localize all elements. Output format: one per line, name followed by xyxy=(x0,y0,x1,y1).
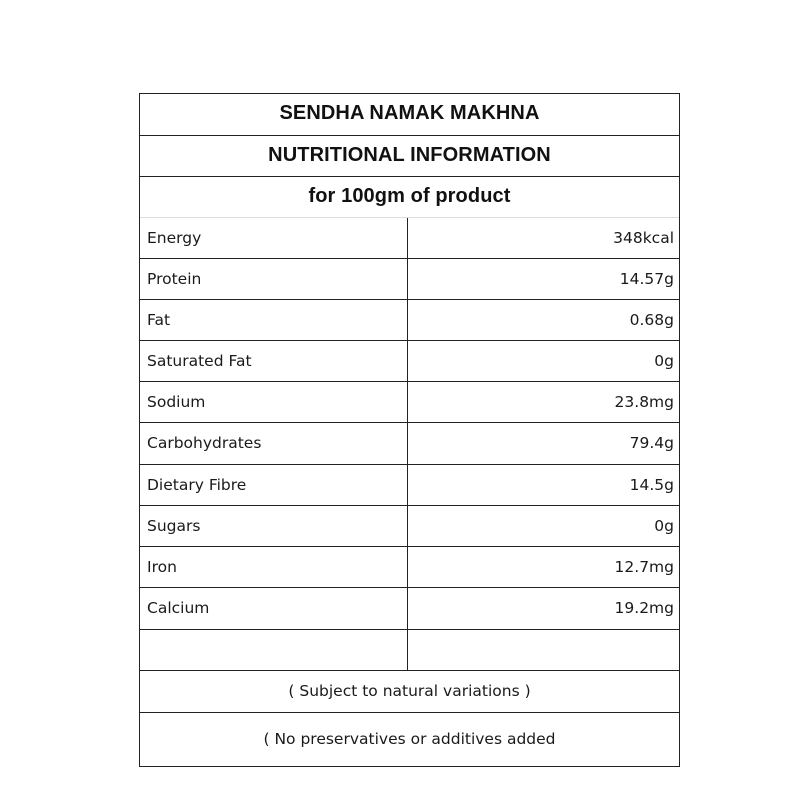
nutrient-name-cell xyxy=(140,218,408,258)
nutrient-name: Calcium xyxy=(147,599,210,617)
nutrient-name-cell xyxy=(140,382,408,422)
nutrient-value-cell xyxy=(408,300,679,340)
preservatives-note-row xyxy=(140,713,679,766)
nutrient-row xyxy=(140,506,679,547)
nutrient-name-cell xyxy=(140,588,408,629)
nutrient-row xyxy=(140,588,679,630)
nutrient-row xyxy=(140,259,679,300)
nutrient-row xyxy=(140,382,679,423)
nutrient-value-cell xyxy=(408,341,679,381)
nutrient-row xyxy=(140,300,679,341)
section-title-row xyxy=(140,136,679,177)
empty-name-cell xyxy=(140,630,408,670)
nutrient-name: Energy xyxy=(147,229,202,247)
nutrition-table xyxy=(139,93,680,767)
nutrient-value-cell xyxy=(408,547,679,587)
nutrient-value-cell xyxy=(408,382,679,422)
nutrient-value-cell xyxy=(408,218,679,258)
nutrient-value-cell xyxy=(408,423,679,464)
nutrient-name-cell xyxy=(140,423,408,464)
nutrient-value-cell xyxy=(408,588,679,629)
serving-basis: for 100gm of product xyxy=(308,185,511,207)
nutrient-value: 12.7mg xyxy=(614,558,674,576)
variation-note: ( Subject to natural variations ) xyxy=(288,682,531,700)
nutrient-name: Iron xyxy=(147,558,177,576)
product-name-row xyxy=(140,94,679,136)
nutrient-name-cell xyxy=(140,506,408,546)
nutrient-row xyxy=(140,341,679,382)
nutrient-name-cell xyxy=(140,259,408,299)
preservatives-note: ( No preservatives or additives added xyxy=(263,730,556,748)
nutrient-value-cell xyxy=(408,465,679,505)
nutrient-row xyxy=(140,547,679,588)
nutrient-name: Saturated Fat xyxy=(147,352,252,370)
nutrient-row xyxy=(140,218,679,259)
nutrient-value: 19.2mg xyxy=(614,599,674,617)
nutrient-name-cell xyxy=(140,300,408,340)
nutrient-value: 0g xyxy=(654,352,674,370)
nutrient-value: 0g xyxy=(654,517,674,535)
nutrient-name: Sugars xyxy=(147,517,201,535)
nutrient-value: 14.5g xyxy=(629,476,674,494)
nutrient-row xyxy=(140,423,679,465)
nutrient-value: 0.68g xyxy=(629,311,674,329)
nutrient-value-cell xyxy=(408,506,679,546)
nutrient-name: Dietary Fibre xyxy=(147,476,247,494)
nutrient-name: Fat xyxy=(147,311,171,329)
nutrient-value: 79.4g xyxy=(629,434,674,452)
nutrient-name-cell xyxy=(140,465,408,505)
empty-value-cell xyxy=(408,630,679,670)
nutrient-value: 14.57g xyxy=(619,270,674,288)
empty-row xyxy=(140,630,679,671)
nutrient-name-cell xyxy=(140,547,408,587)
nutrient-value: 348kcal xyxy=(613,229,674,247)
nutrient-name: Carbohydrates xyxy=(147,434,262,452)
variation-note-row xyxy=(140,671,679,713)
section-title: NUTRITIONAL INFORMATION xyxy=(268,144,551,166)
nutrient-value-cell xyxy=(408,259,679,299)
nutrient-row xyxy=(140,465,679,506)
nutrient-name: Sodium xyxy=(147,393,206,411)
product-name: SENDHA NAMAK MAKHNA xyxy=(279,102,540,124)
serving-basis-row xyxy=(140,177,679,218)
nutrient-value: 23.8mg xyxy=(614,393,674,411)
nutrient-name: Protein xyxy=(147,270,202,288)
nutrient-name-cell xyxy=(140,341,408,381)
